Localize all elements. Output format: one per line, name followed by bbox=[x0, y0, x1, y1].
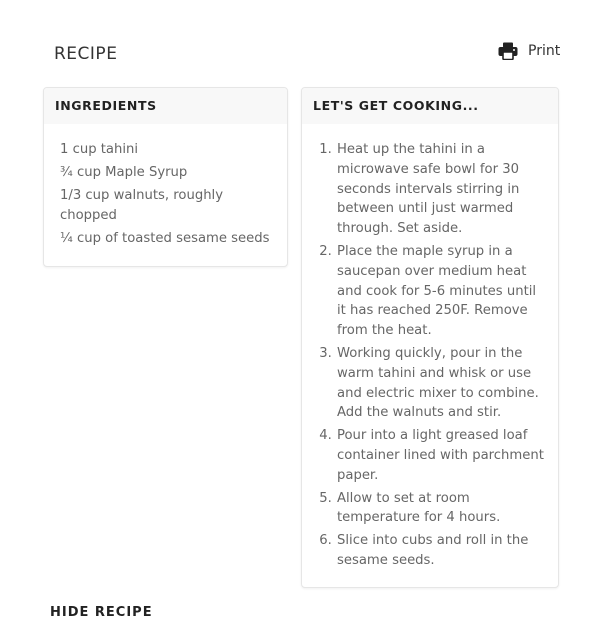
step-item: 1. Heat up the tahini in a microwave safe bowl for 30 seconds intervals stirring in between until just warmed through. Set aside. bbox=[336, 140, 546, 239]
step-item: 4. Pour into a light greased loaf container lined with parchment paper. bbox=[336, 426, 546, 485]
printer-icon bbox=[498, 42, 518, 60]
step-item: 3. Working quickly, pour in the warm tahini and whisk or use and electric mixer to combine. Add the walnuts and stir. bbox=[336, 344, 546, 423]
step-item: 2. Place the maple syrup in a saucepan over medium heat and cook for 5-6 minutes until it has reached 250F. Remove from the heat. bbox=[336, 242, 546, 341]
ingredient-item: ¾ cup Maple Syrup bbox=[60, 165, 188, 180]
print-button[interactable] bbox=[498, 42, 560, 60]
ingredient-list bbox=[44, 124, 287, 249]
ingredients-header: INGREDIENTS bbox=[44, 88, 287, 124]
cooking-header: LET'S GET COOKING... bbox=[302, 88, 558, 124]
ingredient-item: 1/3 cup walnuts, roughly chopped bbox=[60, 188, 224, 223]
cooking-card bbox=[301, 87, 559, 588]
step-item: 6. Slice into cubs and roll in the sesame seeds. bbox=[336, 531, 546, 571]
step-item: 5. Allow to set at room temperature for 4 hours. bbox=[336, 489, 546, 529]
ingredient-item: 1 cup tahini bbox=[60, 142, 139, 157]
ingredient-item: ¼ cup of toasted sesame seeds bbox=[60, 231, 270, 246]
print-label: Print bbox=[528, 43, 561, 59]
hide-recipe-button[interactable]: HIDE RECIPE bbox=[50, 605, 153, 620]
steps-list bbox=[302, 124, 558, 571]
recipe-title: RECIPE bbox=[54, 44, 118, 64]
ingredients-card bbox=[43, 87, 288, 267]
